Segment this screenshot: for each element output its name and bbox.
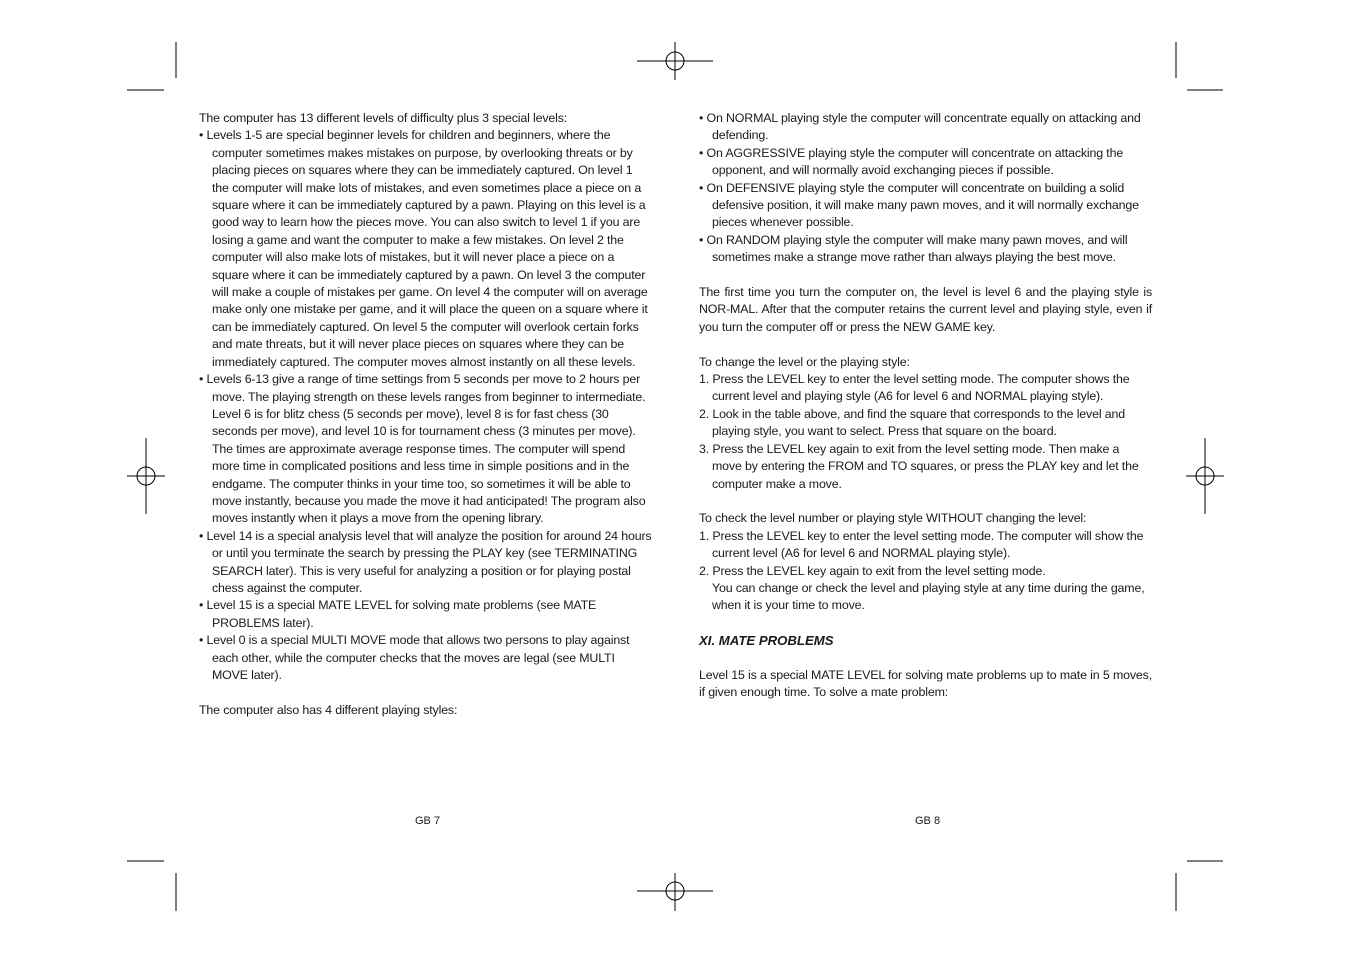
change-step-2: 2. Look in the table above, and find the square that corresponds to the level and playing style, you want to select. Press that square on the board. [699,406,1125,439]
bullet-level-14: • Level 14 is a special analysis level that will analyze the position for around 24 hours or until you terminate the search by pressing the PLAY key (see TERMINATING SEARCH later). This is very useful for analyzing a position or for playing postal chess against the computer. [199,528,652,595]
registration-mark-right [1186,438,1224,514]
registration-mark-bottom [637,873,713,911]
registration-mark-left [127,438,165,514]
bullet-level-0: • Level 0 is a special MULTI MOVE mode that allows two persons to play against each other, while the computer checks that the moves are legal (see MULTI MOVE later). [199,633,630,682]
check-step-2: 2. Press the LEVEL key again to exit from the level setting mode. [699,563,1046,578]
check-level-intro: To check the level number or playing style WITHOUT changing the level: [699,511,1087,526]
section-heading-mate-problems: XI. MATE PROBLEMS [699,633,834,649]
bullet-normal-style: • On NORMAL playing style the computer will concentrate equally on attacking and defending. [699,111,1141,143]
bullet-level-15: • Level 15 is a special MATE LEVEL for solving mate problems (see MATE PROBLEMS later). [199,598,597,630]
bullet-random-style: • On RANDOM playing style the computer will make many pawn moves, and will sometimes make a strange move rather than always playing the best move. [699,232,1128,265]
left-page [199,110,652,719]
first-time-paragraph: The first time you turn the computer on, the level is level 6 and the playing style is NOR-MAL. After that the computer retains the current level and playing style, even if you turn the computer off or press the NEW GAME key. [699,285,1152,334]
page-number-right: GB 8 [915,815,941,827]
mate-level-paragraph: Level 15 is a special MATE LEVEL for solving mate problems up to mate in 5 moves, if given enough time. To solve a mate problem: [699,667,1152,700]
bullet-levels-1-5: • Levels 1-5 are special beginner levels for children and beginners, where the computer sometimes makes mistakes on purpose, by overlooking threats or by placing pieces on squares where they can be immediately captured. On level 1 the computer will make lots of mistakes, and even sometimes place a piece on a square where it can be immediately captured by a pawn. Playing on this level is a good way to learn how the pieces move. You can also switch to level 1 if you are losing a game and want the computer to make a few mistakes. On level 2 the computer will also make lots of mistakes, but it will never place a piece on a square where it can be immediately captured by a pawn. On level 3 the computer will make a couple of mistakes per game. On level 4 the computer will on average make only one mistake per game, and it will place the queen on a square where it can be immediately captured. On level 5 the computer will overlook certain forks and mate threats, but it will never place pieces on squares where they can be immediately captured. The computer moves almost instantly on all these levels. [199,128,648,369]
change-step-3: 3. Press the LEVEL key again to exit from the level setting mode. Then make a move by entering the FROM and TO squares, or press the PLAY key and let the computer make a move. [699,441,1139,491]
page-number-left: GB 7 [415,815,441,827]
registration-mark-top [637,42,713,80]
bullet-defensive-style: • On DEFENSIVE playing style the computer will concentrate on building a solid defensive position, it will make many pawn moves, and it will normally exchange pieces whenever possible. [699,180,1139,230]
check-note: You can change or check the level and playing style at any time during the game, when it is your time to move. [712,580,1145,613]
change-step-1: 1. Press the LEVEL key to enter the level setting mode. The computer shows the current level and playing style (A6 for level 6 and NORMAL playing style). [699,372,1130,404]
playing-styles-intro: The computer also has 4 different playing styles: [199,702,458,717]
check-step-1: 1. Press the LEVEL key to enter the level setting mode. The computer will show the current level (A6 for level 6 and NORMAL playing style). [699,528,1144,561]
right-page [699,110,1152,702]
levels-intro: The computer has 13 different levels of difficulty plus 3 special levels: [199,111,568,125]
change-level-intro: To change the level or the playing style: [699,354,910,369]
bullet-levels-6-13: • Levels 6-13 give a range of time settings from 5 seconds per move to 2 hours per move. The playing strength on these levels ranges from beginner to intermediate. Level 6 is for blitz chess (5 seconds per move), level 8 is for fast chess (30 seconds per move), and level 10 is for tournament chess (3 minutes per move). The times are approximate average response times. The computer will spend more time in complicated positions and less time in simple positions and in the endgame. The computer thinks in your time too, so sometimes it will be able to move instantly, because you made the move it had anticipated! The program also moves instantly when it plays a move from the opening library. [199,372,646,526]
bullet-aggressive-style: • On AGGRESSIVE playing style the computer will concentrate on attacking the opponent, and will normally avoid exchanging pieces if possible. [699,145,1124,178]
